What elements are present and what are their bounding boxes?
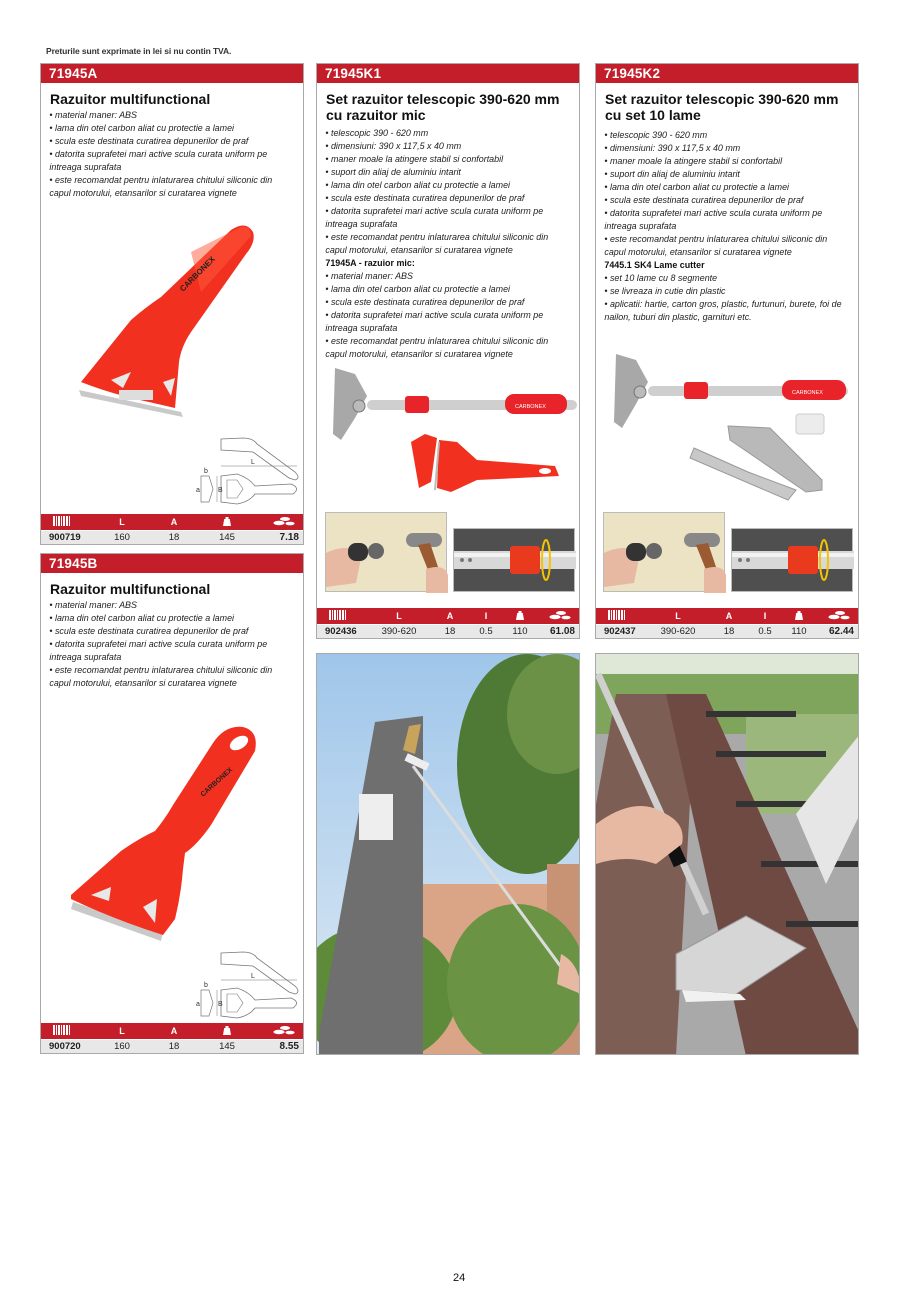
feature-item: • suport din aliaj de aluminiu intarit [325, 167, 461, 178]
feature-item: • telescopic 390 - 620 mm [325, 128, 429, 139]
product-image-scraper-loop [63, 719, 283, 949]
photo-telescopic-lock [453, 528, 575, 592]
feature-list [596, 123, 859, 324]
price-note: Preturile sunt exprimate in lei si nu contin TVA. [46, 46, 232, 56]
weight-icon [776, 610, 822, 622]
product-image-scraper [71, 212, 271, 422]
weight-icon [201, 1025, 253, 1037]
header-thickness: I [763, 611, 767, 621]
spec-length: 390-620 [381, 626, 417, 637]
spec-thickness: 0.5 [758, 626, 772, 637]
feature-item: • set 10 lame cu 8 segmente [604, 273, 718, 284]
feature-item: • suport din aliaj de aluminiu intarit [604, 169, 740, 180]
header-length: L [119, 1026, 125, 1036]
article-number: 902436 [325, 626, 357, 637]
feature-item: • telescopic 390 - 620 mm [604, 130, 708, 141]
article-number: 900720 [49, 1041, 81, 1052]
spec-data-row [41, 1039, 303, 1053]
spec-width: 18 [723, 626, 735, 637]
feature-item: • lama din otel carbon aliat cu protectie a lamei [49, 123, 235, 134]
header-thickness: I [484, 611, 488, 621]
dimension-diagram [193, 436, 303, 506]
feature-item: • dimensiuni: 390 x 117,5 x 40 mm [325, 141, 462, 152]
feature-item: • datorita suprafetei mari active scula curata uniform pe intreaga suprafata [325, 206, 544, 230]
feature-item: • se livreaza in cutie din plastic [604, 286, 726, 297]
product-image-telescopic-scraper [327, 362, 577, 507]
svg-text:B: B [218, 1001, 223, 1008]
product-code: 71945K1 [317, 64, 579, 83]
spec-data-row [41, 530, 303, 544]
feature-item: • scula este destinata curatirea depunerilor de praf [325, 297, 525, 308]
price: 7.18 [279, 532, 299, 543]
feature-item: • maner moale la atingere stabil si confortabil [325, 154, 504, 165]
price: 61.08 [549, 626, 575, 637]
svg-text:CARBONEX: CARBONEX [199, 766, 235, 799]
spec-length: 160 [114, 1041, 130, 1052]
feature-list [41, 107, 304, 200]
spec-header-row [596, 608, 858, 624]
spec-header-row [41, 514, 303, 530]
feature-item: • datorita suprafetei mari active scula curata uniform pe intreaga suprafata [604, 208, 823, 232]
feature-item: • lama din otel carbon aliat cu protectie a lamei [604, 182, 790, 193]
spec-header-row [317, 608, 579, 624]
svg-text:a: a [196, 487, 200, 494]
feature-item: • este recomandat pentru inlaturarea chitului siliconic din capul motorului, etansarilor si curatarea vignete [49, 665, 273, 689]
feature-item: • datorita suprafetei mari active scula curata uniform pe intreaga suprafata [49, 149, 268, 173]
photo-scraping-pole [316, 653, 580, 1055]
spec-header-row [41, 1023, 303, 1039]
feature-item: • este recomandat pentru inlaturarea chitului siliconic din capul motorului, etansarilor si curatarea vignete [325, 336, 549, 360]
spec-table [317, 608, 579, 638]
product-title: Razuitor multifunctional [50, 91, 211, 107]
feature-item: • lama din otel carbon aliat cu protectie a lamei [49, 613, 235, 624]
feature-item: • scula este destinata curatirea depunerilor de praf [325, 193, 525, 204]
photo-hammer-strength [603, 512, 725, 592]
spec-length: 390-620 [660, 626, 696, 637]
article-number: 902437 [604, 626, 636, 637]
header-length: L [396, 611, 402, 621]
spec-length: 160 [114, 532, 130, 543]
sub-heading: 71945A - razuior mic: [325, 258, 415, 269]
product-image-telescopic-scraper-blades [610, 348, 856, 508]
spec-table [41, 1023, 303, 1053]
header-length: L [119, 517, 125, 527]
feature-item: • scula este destinata curatirea depunerilor de praf [49, 626, 249, 637]
feature-item: • lama din otel carbon aliat cu protectie a lamei [325, 284, 511, 295]
svg-text:a: a [196, 1001, 200, 1008]
header-width: A [170, 517, 178, 527]
header-length: L [675, 611, 681, 621]
svg-text:CARBONEX: CARBONEX [515, 404, 546, 410]
product-card-71945k1 [316, 63, 580, 639]
product-title: Set razuitor telescopic 390-620 mm cu razuitor mic [326, 91, 560, 123]
coins-icon [543, 610, 579, 623]
barcode-icon [317, 610, 373, 622]
product-title: Set razuitor telescopic 390-620 mm cu set 10 lame [605, 91, 839, 123]
feature-item: • este recomandat pentru inlaturarea chitului siliconic din capul motorului, etansarilor si curatarea vignete [325, 232, 549, 256]
svg-text:b: b [204, 468, 208, 475]
page-number: 24 [453, 1272, 466, 1284]
product-code: 71945K2 [596, 64, 858, 83]
feature-item: • lama din otel carbon aliat cu protectie a lamei [325, 180, 511, 191]
feature-item: • material maner: ABS [49, 110, 137, 121]
photo-telescopic-lock [731, 528, 853, 592]
header-width: A [446, 611, 454, 621]
product-card-71945a [40, 63, 304, 545]
feature-item: • datorita suprafetei mari active scula curata uniform pe intreaga suprafata [325, 310, 544, 334]
spec-thickness: 0.5 [479, 626, 493, 637]
spec-weight: 145 [219, 1041, 235, 1052]
spec-weight: 110 [791, 626, 807, 637]
spec-width: 18 [168, 532, 180, 543]
photo-scraping-railing [595, 653, 859, 1055]
price: 62.44 [828, 626, 854, 637]
svg-text:L: L [251, 973, 255, 980]
barcode-icon [596, 610, 652, 622]
product-code: 71945B [41, 554, 303, 573]
feature-item: • scula este destinata curatirea depunerilor de praf [49, 136, 249, 147]
svg-text:CARBONEX: CARBONEX [178, 254, 217, 294]
product-code: 71945A [41, 64, 303, 83]
dimension-diagram [193, 950, 303, 1020]
feature-item: • scula este destinata curatirea depunerilor de praf [604, 195, 804, 206]
article-number: 900719 [49, 532, 81, 543]
header-width: A [725, 611, 733, 621]
product-card-71945b [40, 553, 304, 1054]
header-width: A [170, 1026, 178, 1036]
svg-text:b: b [204, 982, 208, 989]
spec-weight: 145 [219, 532, 235, 543]
coins-icon [253, 1025, 303, 1038]
feature-list [317, 123, 580, 361]
spec-table [41, 514, 303, 544]
barcode-icon [41, 1025, 97, 1037]
svg-text:CARBONEX: CARBONEX [792, 390, 823, 396]
weight-icon [497, 610, 543, 622]
price: 8.55 [279, 1041, 299, 1052]
svg-text:B: B [218, 487, 223, 494]
feature-item: • dimensiuni: 390 x 117,5 x 40 mm [604, 143, 741, 154]
feature-item: • datorita suprafetei mari active scula curata uniform pe intreaga suprafata [49, 639, 268, 663]
spec-weight: 110 [512, 626, 528, 637]
feature-item: • maner moale la atingere stabil si confortabil [604, 156, 783, 167]
product-title: Razuitor multifunctional [50, 581, 211, 597]
barcode-icon [41, 516, 97, 528]
photo-hammer-strength [325, 512, 447, 592]
diagram-label-L: L [251, 459, 255, 466]
feature-item: • aplicatii: hartie, carton gros, plastic, furtunuri, burete, foi de nailon, tuburi din plastic, garnituri etc. [604, 299, 842, 323]
spec-width: 18 [444, 626, 456, 637]
coins-icon [253, 516, 303, 529]
feature-item: • material maner: ABS [49, 600, 137, 611]
spec-table [596, 608, 858, 638]
coins-icon [822, 610, 858, 623]
sub-heading: 7445.1 SK4 Lame cutter [604, 260, 705, 271]
feature-item: • material maner: ABS [325, 271, 413, 282]
feature-item: • este recomandat pentru inlaturarea chitului siliconic din capul motorului, etansarilor si curatarea vignete [604, 234, 828, 258]
spec-data-row [596, 624, 858, 638]
product-card-71945k2 [595, 63, 859, 639]
feature-list [41, 597, 304, 690]
spec-width: 18 [168, 1041, 180, 1052]
spec-data-row [317, 624, 579, 638]
weight-icon [201, 516, 253, 528]
feature-item: • este recomandat pentru inlaturarea chitului siliconic din capul motorului, etansarilor si curatarea vignete [49, 175, 273, 199]
